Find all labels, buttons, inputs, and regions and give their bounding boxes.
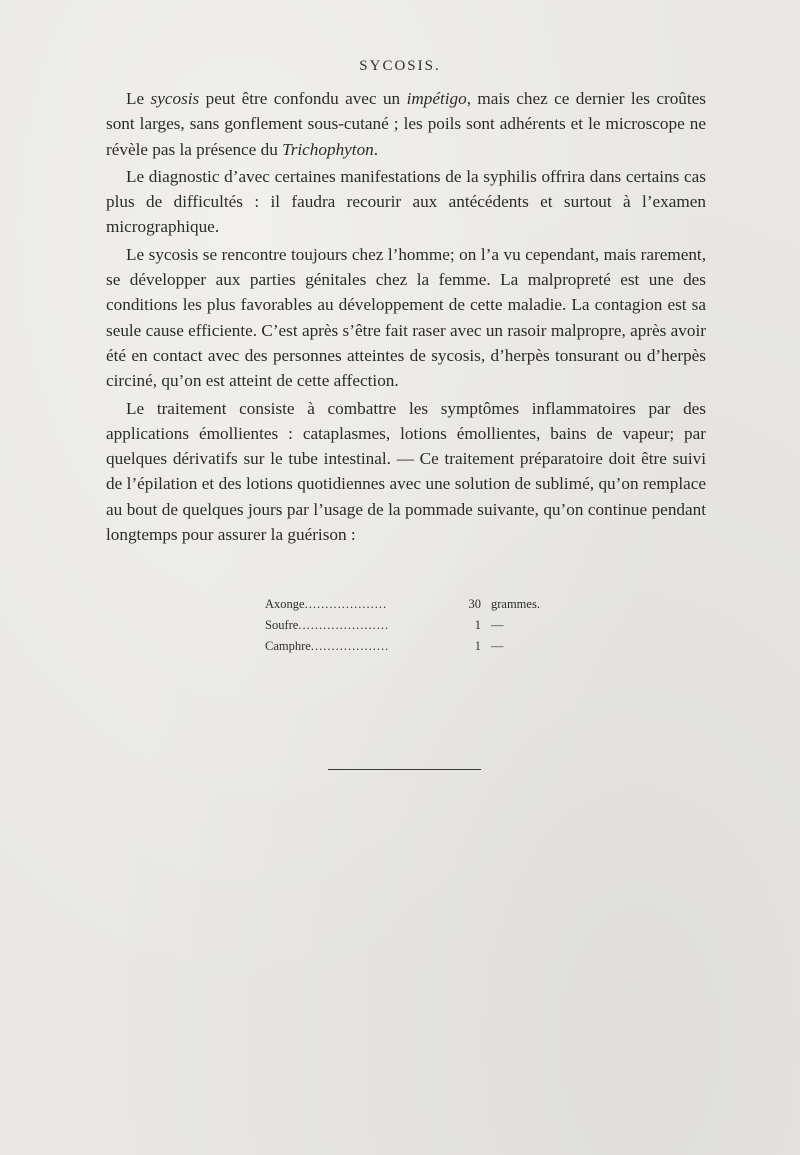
recipe-row xyxy=(265,594,565,615)
section-end-rule xyxy=(328,769,481,770)
ingredient-quantity: 1 xyxy=(474,618,481,632)
leader-dots: ...................... xyxy=(298,618,390,632)
ingredient xyxy=(265,594,463,615)
leader-dots: ................... xyxy=(310,639,390,653)
paragraph-text: Le traitement consiste à combattre les symptômes inflammatoires par des applications émollientes : cataplasmes, lotions émollientes, bains de vapeur; par quelques dérivatifs sur le tube intestinal. — Ce traitement préparatoire doit être suivi de l’épilation et des lotions quotidiennes avec une solution de sublimé, qu’on remplace au bout de quelques jours par l’usage de la pommade suivante, qu’on continue pendant longtemps pour assurer la guérison : xyxy=(106,398,706,545)
recipe-table xyxy=(265,594,565,657)
leader-dots: .................... xyxy=(304,597,388,611)
paragraph-text: Le sycosis se rencontre toujours chez l’homme; on l’a vu cependant, mais rarement, se développer aux parties génitales chez la femme. La malpropreté est une des conditions les plus favorables au développement de cette maladie. La contagion est sa seule cause efficiente. C’est après s’être fait raser avec un rasoir malpropre, après avoir été en contact avec des personnes atteintes de sycosis, d’herpès tonsurant ou d’herpès circiné, qu’on est atteint de cette affection. xyxy=(106,244,706,391)
italic-term: sycosis xyxy=(150,89,200,108)
ingredient-name: Soufre xyxy=(265,618,299,632)
paragraph-text: peut être confondu avec un xyxy=(199,89,407,108)
paragraph xyxy=(106,396,706,548)
paragraph xyxy=(106,164,706,240)
ingredient-quantity: 1 xyxy=(474,639,481,653)
running-head: SYCOSIS. xyxy=(359,58,441,74)
ingredient-unit: — xyxy=(491,639,504,653)
paragraph-text: Le diagnostic d’avec certaines manifestations de la syphilis offrira dans certains cas plus de difficultés : il faudra recourir aux antécédents et surtout à l’examen micrographique. xyxy=(106,166,706,237)
ingredient-quantity: 30 xyxy=(468,597,481,611)
italic-term: Trichophyton xyxy=(282,139,374,159)
ingredient-name: Camphre xyxy=(265,639,311,653)
italic-term: impétigo xyxy=(406,89,467,108)
paragraph-text: Le xyxy=(126,89,151,108)
ingredient-unit: grammes. xyxy=(491,597,540,611)
ingredient-unit: — xyxy=(491,618,504,632)
ingredient xyxy=(265,615,463,636)
ingredient xyxy=(265,636,463,657)
body-text xyxy=(106,86,706,549)
recipe-row xyxy=(265,636,565,657)
paragraph-text: . xyxy=(373,139,379,159)
paragraph xyxy=(106,86,706,162)
recipe-row xyxy=(265,615,565,636)
paragraph-text: , mais chez ce dernier les croûtes sont larges, sans gonflement sous-cutané ; les poils sont adhérents et le microscope ne révèle pas la présence du xyxy=(106,89,706,159)
paragraph xyxy=(106,242,706,394)
ingredient-name: Axonge xyxy=(265,597,305,611)
